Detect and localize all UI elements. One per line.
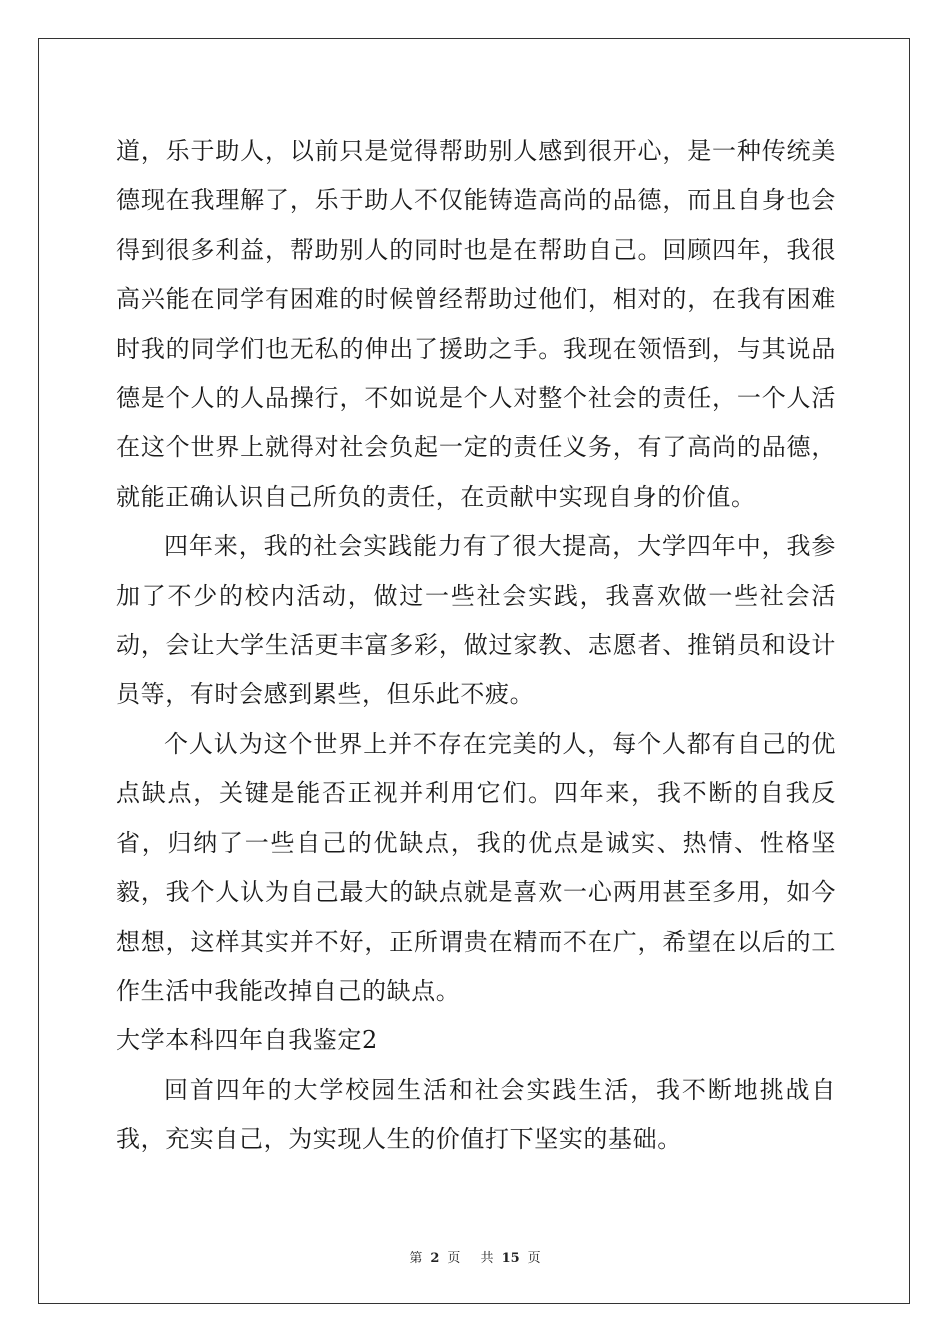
total-pages: 共 15 页 bbox=[480, 1251, 541, 1266]
section-title: 大学本科四年自我鉴定2 bbox=[116, 1026, 378, 1055]
page-number: 第 2 页 bbox=[409, 1251, 461, 1266]
document-body bbox=[116, 127, 836, 1165]
page-footer bbox=[0, 1247, 950, 1266]
paragraph-3: 个人认为这个世界上并不存在完美的人，每个人都有自己的优点缺点，关键是能否正视并利用它们。四年来，我不断的自我反省，归纳了一些自己的优缺点，我的优点是诚实、热情、性格坚毅，我个人认为自己最大的缺点就是喜欢一心两用甚至多用，如今想想，这样其实并不好，正所谓贵在精而不在广，希望在以后的工作生活中我能改掉自己的缺点。 bbox=[116, 729, 836, 1005]
paragraph-1: 道，乐于助人，以前只是觉得帮助别人感到很开心，是一种传统美德现在我理解了，乐于助人不仅能铸造高尚的品德，而且自身也会得到很多利益，帮助别人的同时也是在帮助自己。回顾四年，我很高兴能在同学有困难的时候曾经帮助过他们，相对的，在我有困难时我的同学们也无私的伸出了援助之手。我现在领悟到，与其说品德是个人的人品操行，不如说是个人对整个社会的责任，一个人活在这个世界上就得对社会负起一定的责任义务，有了高尚的品德，就能正确认识自己所负的责任，在贡献中实现自身的价值。 bbox=[116, 137, 836, 511]
section-paragraph: 回首四年的大学校园生活和社会实践生活，我不断地挑战自我，充实自己，为实现人生的价值打下坚实的基础。 bbox=[116, 1075, 836, 1154]
paragraph-2: 四年来，我的社会实践能力有了很大提高，大学四年中，我参加了不少的校内活动，做过一些社会实践，我喜欢做一些社会活动，会让大学生活更丰富多彩，做过家教、志愿者、推销员和设计员等，有时会感到累些，但乐此不疲。 bbox=[116, 532, 836, 709]
